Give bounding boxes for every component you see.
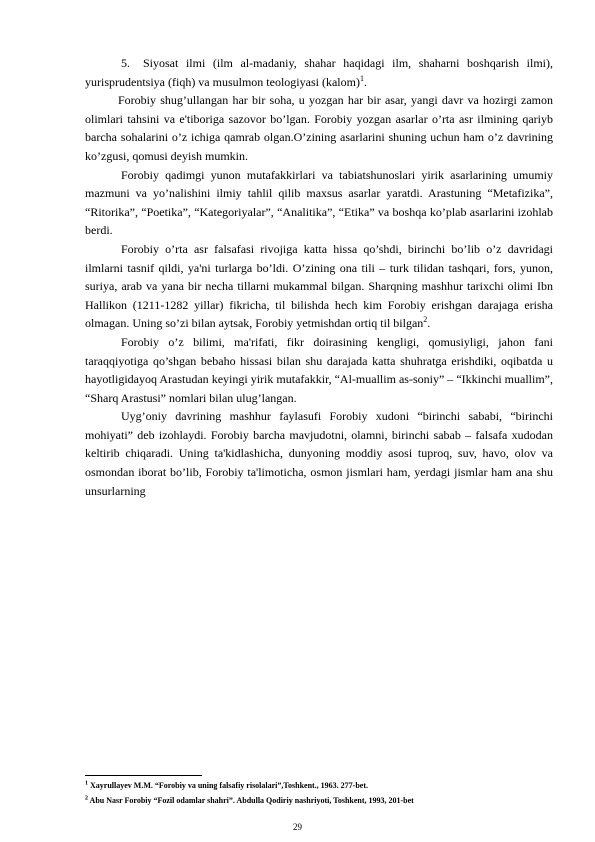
- list-number: 5.: [121, 56, 130, 70]
- paragraph: Uyg’oniy davrining mashhur faylasufi Forobiy xudoni “birinchi sababi, “birinchi mohiyati” deb izohlaydi. Forobiy barcha mavjudotni, olamni, birinchi sabab – falsafa xudodan keltirib chiqaradi. Uning ta'kidlashicha, dunyoning moddiy asosi tuproq, suv, havo, olov va osmondan iborat bo’lib, Forobiy ta'limoticha, osmon jismlari ham, yerdagi jismlar ham ana shu unsurlarning: [85, 409, 553, 498]
- list-item-5: [85, 54, 553, 91]
- paragraph: Forobiy shug’ullangan har bir soha, u yozgan har bir asar, yangi davr va hozirgi zamon olimlari tahsini va e'tiboriga sazovor bo’lgan. Forobiy yozgan asarlar o’rta asr ilmining qariyb barcha sohalarini o’z ichiga qamrab olgan.O’zining asarlarini shuning uchun ham o’z davrining ko’zgusi, qomusi deyish mumkin.: [85, 93, 553, 163]
- list-item-text: Siyosat ilmi (ilm al-madaniy, shahar haqidagi ilm, shaharni boshqarish ilmi), yurisprudentsiya (fiqh) va musulmon teologiyasi (kalom)$^1$.: [85, 56, 553, 89]
- paragraph: Forobiy o’rta asr falsafasi rivojiga katta hissa qo’shdi, birinchi bo’lib o’z davridagi ilmlarni tasnif qildi, ya'ni turlarga bo’ldi. O’zining ona tili – turk tilidan tashqari, fors, yunon, suriya, arab va yana bir necha tillarni mukammal bilgan. Sharqning mashhur tarixchi olimi Ibn Hallikon (1211-1282 yillar) fikricha, til bilishda hech kim Forobiy erishgan darajaga erisha olmagan. Uning so’zi bilan aytsak, Forobiy yetmishdan ortiq til bilgan$^2$.: [85, 241, 553, 331]
- footnote-2: $^2$ Abu Nasr Forobiy “Fozil odamlar shahri”. Abdulla Qodiriy nashriyoti, Toshkent, 1993, 201-bet: [85, 795, 414, 805]
- footnote-ref: 1: [359, 73, 364, 83]
- footnote-1: $^1$ Xayrullayev M.M. “Forobiy va uning falsafiy risolalari”,Toshkent., 1963. 277-bet.: [85, 780, 369, 790]
- page-number: 29: [293, 822, 302, 832]
- body-text: [85, 54, 553, 500]
- footnote-separator: [85, 775, 202, 776]
- paragraph: Forobiy qadimgi yunon mutafakkirlari va tabiatshunoslari yirik asarlarining umumiy mazmuni va yo’nalishini ilmiy tahlil qilib maxsus asarlar yaratdi. Arastuning “Metafizika”, “Ritorika”, “Poetika”, “Kategoriyalar”, “Analitika”, “Etika” va boshqa ko’plab asarlarini izohlab berdi.: [85, 167, 553, 238]
- footnote-ref: 2: [423, 315, 428, 325]
- paragraph: Forobiy o’z bilimi, ma'rifati, fikr doirasining kengligi, qomusiyligi, jahon fani taraqqiyotiga qo’shgan bebaho hissasi bilan shu darajada katta shuhratga erishdiki, oqibatda u hayotligidayoq Arastudan keyingi yirik mutafakkir, “Al-muallim as-soniy” – “Ikkinchi muallim”, “Sharq Arastusi” nomlari bilan ulug’langan.: [85, 334, 553, 405]
